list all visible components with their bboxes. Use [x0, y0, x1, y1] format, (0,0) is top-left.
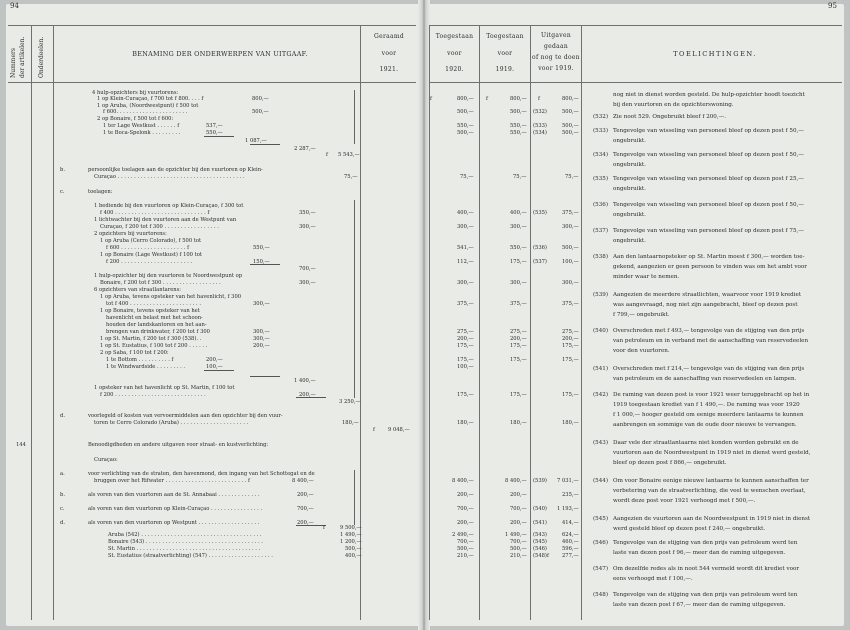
amount-cell: (545) — [533, 539, 547, 545]
table-line-text: 200,— — [206, 357, 223, 363]
amount-cell: 200,— — [510, 520, 527, 526]
amount-cell: 500,— — [562, 245, 579, 251]
note-number: (534) — [593, 152, 609, 158]
table-line-text: 1 lichtwachter bij den vuurtoren aan de Westpunt van — [94, 217, 237, 223]
header-bottom-rule-right — [430, 82, 842, 83]
table-line-text: voor verlichting van de straten, den havenmond, den ingang van het Schottegat en de — [88, 471, 315, 477]
amount-cell: 414,— — [562, 520, 579, 526]
amount-cell: 550,— — [510, 130, 527, 136]
table-line-text: f 400 . . . . . . . . . . . . . . . . . . . . . . . . . . . . f — [100, 210, 210, 216]
table-line-text: Bonaire, f 200 tot f 300 . . . . . . . . . . . . . . . . . . — [100, 280, 221, 286]
amount-cell: 500,— — [562, 130, 579, 136]
table-line-text: 1 op Aruba, (Noordwestpunt) f 500 tot — [97, 103, 199, 109]
amount-cell: 75,— — [460, 174, 474, 180]
table-line-text: 300,— — [299, 280, 316, 286]
column-rule — [581, 25, 582, 620]
amount-cell: 400,— — [510, 210, 527, 216]
table-line-text: St. Eustatius (straatverlichting) (547) . . . . . . . . . . . . . . . . . . . . — [108, 553, 273, 559]
table-line-text: 200,— — [253, 343, 270, 349]
table-line-text: Curaçao, f 200 tot f 300 . . . . . . . . . . . . . . . . . — [100, 224, 219, 230]
note-text: Om dezelfde redes als in noot 544 vermeld wordt dit krediet voor — [613, 566, 800, 572]
table-line-text: 1 opsteker van het havenlicht op St. Martin, f 100 tot — [94, 385, 235, 391]
amount-cell: f — [430, 96, 432, 102]
table-line-text: 1 ter Lage Westkust . . . . . . f — [103, 123, 180, 129]
brace-mark — [354, 470, 355, 525]
table-line-text: als voren van den vuurtoren aan de St. Annabaai . . . . . . . . . . . . . — [88, 492, 260, 498]
table-line-text: 1 200,— — [340, 539, 362, 545]
table-line-text: 1 op Bonaire (Lage Westkust) f 100 tot — [100, 252, 202, 258]
note-text: voor den vuurtoren. — [613, 348, 670, 354]
table-line-text: persoonlijke toelagen aan de opzichter bij den vuurtoren op Klein- — [88, 167, 263, 173]
note-text: verbetering van de straatverlichting, die veel te wenschen overlaat, — [613, 488, 806, 494]
amount-cell: 541,— — [457, 245, 474, 251]
note-text: van petroleum en in verband met de aanschaffing van reservedeelen — [613, 338, 809, 344]
note-text: bleef op dezen post f 866,— ongebruikt. — [613, 460, 727, 466]
note-number: (533) — [593, 128, 609, 134]
amount-cell: 175,— — [510, 343, 527, 349]
note-text: Overschreden met f 493,— tengevolge van de stijging van den prijs — [613, 328, 805, 334]
note-text: bij den vuurtoren en de opzichterswoning. — [613, 102, 734, 108]
amount-cell: 8 400,— — [452, 478, 474, 484]
table-line-text: f 200 . . . . . . . . . . . . . . . . . . . . . . — [106, 259, 193, 265]
note-text: Om voor Bonaire eenige nieuwe lantaarns te kunnen aanschaffen ter — [613, 478, 809, 484]
note-text: Tengevolge van de stijging van den prijs van petroleum werd ten — [613, 592, 798, 598]
table-line-text: voorlegeld of kosten van vervoermiddelen aan den opzichter bij den vuur- — [88, 413, 283, 419]
table-line-text: 300,— — [253, 336, 270, 342]
header-geraamd-1: Geraamd — [374, 33, 404, 40]
table-line-text: 1 400,— — [294, 378, 316, 384]
amount-cell: 500,— — [562, 109, 579, 115]
note-text: aanbrengen en sommige van de oude door nieuwe te vervangen. — [613, 422, 797, 428]
amount-cell: 1 490,— — [505, 532, 527, 538]
note-text: 1919 toegestaan krediet van f 1 490,—. De raming was voor 1920 — [613, 402, 800, 408]
amount-cell: f — [538, 96, 540, 102]
amount-cell: 300,— — [510, 280, 527, 286]
header-toelichtingen: TOELICHTINGEN. — [673, 50, 757, 58]
amount-cell: 200,— — [510, 492, 527, 498]
column-rule — [530, 25, 531, 620]
amount-cell: 500,— — [562, 123, 579, 129]
note-number: (546) — [593, 540, 609, 546]
row-marker: b. — [60, 167, 65, 173]
amount-cell: (541) — [533, 520, 547, 526]
header-benaming: BENAMING DER ONDERWERPEN VAN UITGAAF. — [132, 50, 308, 58]
amount-cell: 800,— — [457, 96, 474, 102]
table-line-text: havenlicht en belast met het schoon- — [106, 315, 203, 321]
row-marker: d. — [60, 520, 65, 526]
page-number-right: 95 — [828, 2, 837, 10]
amount-cell: (535) — [533, 210, 547, 216]
note-text: ongebruikt. — [613, 138, 646, 144]
table-line-text: 1 087,— — [245, 138, 267, 144]
note-text: gekend, aangezien er geen persoon te vinden was om het ambt voor — [613, 264, 807, 270]
table-line-text: 1 op St. Martin, f 200 tot f 300 (538). . — [100, 336, 202, 342]
note-number: (536) — [593, 202, 609, 208]
amount-cell: 300,— — [562, 280, 579, 286]
header-onderdeelen: Onderdeelen. — [38, 36, 45, 78]
table-line-text: 2 287,— — [294, 146, 316, 152]
amount-cell: 175,— — [457, 343, 474, 349]
amount-cell: 550,— — [510, 123, 527, 129]
amount-cell: 375,— — [510, 301, 527, 307]
note-text: Aangezien de vuurtoren aan de Noordwestpunt in 1919 niet in dienst — [613, 516, 811, 522]
amount-cell: 200,— — [510, 336, 527, 342]
header-toegestaan-1919-3: 1919. — [495, 66, 515, 73]
note-text: werd gesteld bleef op dezen post f 240,— ongebruikt. — [613, 526, 766, 532]
note-number: (538) — [593, 254, 609, 260]
note-number: (548) — [593, 592, 609, 598]
table-line-text: brengen van drinkwater, f 200 tot f 300 — [106, 329, 210, 335]
amount-cell: 235,— — [562, 492, 579, 498]
note-number: (542) — [593, 392, 609, 398]
table-line-text: 1 te Bottom . . . . . . . . . . f — [106, 357, 174, 363]
table-line-text: 2 op Saba, f 100 tot f 200: — [100, 350, 169, 356]
amount-cell: 180,— — [562, 420, 579, 426]
column-rule — [479, 25, 480, 620]
amount-cell: 75,— — [513, 174, 527, 180]
note-text: Overschreden met f 214,— tengevolge van de stijging van den prijs — [613, 366, 805, 372]
table-line-text: 700,— — [299, 266, 316, 272]
amount-cell: 210,— — [457, 553, 474, 559]
table-line-text: Curaçao: — [94, 457, 118, 463]
table-line-text: f 600 . . . . . . . . . . . . . . . . . . . . f — [106, 245, 189, 251]
note-text: laste van dezen post f 96,— meer dan de raming uitgegeven. — [613, 550, 786, 556]
table-line-text: 550,— — [206, 130, 223, 136]
amount-cell: 550,— — [457, 123, 474, 129]
amount-cell: 175,— — [457, 357, 474, 363]
table-line-text: 1 te Windwardside . . . . . . . . . — [106, 364, 186, 370]
header-nummers: Nummers — [10, 48, 17, 78]
note-text: wordt deze post voor 1921 verhoogd met f 500,—. — [613, 498, 756, 504]
amount-cell: 175,— — [562, 392, 579, 398]
header-geraamd-2: voor — [381, 50, 397, 57]
note-number: (545) — [593, 516, 609, 522]
row-marker: c. — [60, 506, 65, 512]
table-line-text: 1 hulp-opzichter bij den vuurtoren te Noordwestpunt op — [94, 273, 243, 279]
header-top-rule-right — [430, 25, 842, 26]
note-text: was aangevraagd, nog niet zijn aangebracht, bleef op dezen post — [613, 302, 798, 308]
amount-cell: (532) — [533, 109, 547, 115]
table-line-text: 1 bediende bij den vuurtoren op Klein-Curaçao, f 300 tot — [94, 203, 244, 209]
header-top-rule-left — [8, 25, 416, 26]
table-line-text: Aruba (542) . . . . . . . . . . . . . . . . . . . . . . . . . . . . . . . . . . . . . — [108, 532, 262, 538]
amount-cell: 700,— — [510, 539, 527, 545]
column-rule — [429, 25, 430, 620]
note-number: (532) — [593, 114, 609, 120]
note-number: (539) — [593, 292, 609, 298]
table-line-text: toren te Cerro Colorado (Aruba) . . . . . . . . . . . . . . . . . . . . . — [94, 420, 249, 426]
amount-cell: 800,— — [562, 96, 579, 102]
note-text: eens verhoogd met f 100,—. — [613, 576, 693, 582]
header-bottom-rule-left — [8, 82, 416, 83]
note-text: f 1 000,— hooger gesteld om eenige meerdere lantaarns te kunnen — [613, 412, 804, 418]
note-text: f 799,— ongebruikt. — [613, 312, 670, 318]
header-uitgaven-1: Uitgaven — [540, 32, 571, 39]
page-number-left: 94 — [10, 2, 19, 10]
note-text: Zie noot 529. Ongebruikt bleef f 200,—. — [613, 114, 727, 120]
amount-cell: 7 031,— — [557, 478, 579, 484]
amount-cell: 500,— — [457, 109, 474, 115]
row-marker: b. — [60, 492, 65, 498]
header-toegestaan-1920-2: voor — [447, 50, 462, 57]
amount-cell: 175,— — [457, 392, 474, 398]
note-text: Tengevolge van wisseling van personeel bleef op dezen post f 50,— — [613, 128, 804, 134]
header-toegestaan-1920-1: Toegestaan — [435, 33, 474, 40]
amount-cell: 100,— — [562, 259, 579, 265]
amount-cell: 75,— — [565, 174, 579, 180]
note-text: Tengevolge van wisseling van personeel bleef op dezen post f 50,— — [613, 202, 804, 208]
amount-cell: 375,— — [457, 301, 474, 307]
amount-cell: 700,— — [457, 539, 474, 545]
amount-cell: 210,— — [510, 553, 527, 559]
table-line-text: 300,— — [253, 301, 270, 307]
table-line-text: 350,— — [299, 210, 316, 216]
table-line-text: 537,— — [206, 123, 223, 129]
table-line-text: 300,— — [299, 224, 316, 230]
amount-cell: 8 400,— — [505, 478, 527, 484]
amount-cell: 460,— — [562, 539, 579, 545]
amount-cell: 300,— — [457, 280, 474, 286]
note-text: van petroleum en de aanschaffing van reservedeelen en lampen. — [613, 376, 797, 382]
amount-cell: 550,— — [510, 245, 527, 251]
amount-cell: 375,— — [562, 210, 579, 216]
note-text: ongebruikt. — [613, 238, 646, 244]
amount-cell: 275,— — [457, 329, 474, 335]
header-der-artikelen: der artikelen. — [19, 36, 26, 78]
amount-cell: (548)f — [533, 553, 549, 559]
note-number: (543) — [593, 440, 609, 446]
row-marker: d. — [60, 413, 65, 419]
amount-cell: 200,— — [457, 336, 474, 342]
table-line-text: 1 op Aruba (Cerro Colorado), f 500 tot — [100, 238, 202, 244]
amount-cell: f — [486, 96, 488, 102]
note-number: (547) — [593, 566, 609, 572]
table-line-text: 150,— — [253, 259, 270, 265]
table-line-text: Benoodigdheden en andere uitgaven voor straat- en kustverlichting: — [88, 442, 269, 448]
table-line-text: 180,— — [342, 420, 359, 426]
amount-cell: 1 193,— — [557, 506, 579, 512]
amount-cell: 180,— — [457, 420, 474, 426]
amount-cell: (533) — [533, 123, 547, 129]
amount-cell: 700,— — [510, 506, 527, 512]
amount-cell: (543) — [533, 532, 547, 538]
note-text: Tengevolge van de stijging van den prijs van petroleum werd ten — [613, 540, 798, 546]
table-line-text: 4 hulp-opzichters bij vuurtorens: — [92, 90, 179, 96]
subtotal-rule — [250, 376, 280, 377]
table-line-text: 550,— — [253, 245, 270, 251]
amount-cell: (536) — [533, 245, 547, 251]
table-line-text: f — [323, 525, 325, 531]
table-line-text: f 600. . . . . . . . . . . . . . . . . . . . . . — [103, 109, 188, 115]
amount-cell: (537) — [533, 259, 547, 265]
table-line-text: als voren van den vuurtoren op Westpunt . . . . . . . . . . . . . . . . . . . — [88, 520, 260, 526]
table-line-text: Bonaire (543) . . . . . . . . . . . . . . . . . . . . . . . . . . . . . . . . . . . . — [108, 539, 263, 545]
note-text: ongebruikt. — [613, 186, 646, 192]
table-line-text: 400,— — [345, 553, 362, 559]
amount-cell: 375,— — [562, 301, 579, 307]
table-line-text: 5 543,— — [338, 152, 360, 158]
amount-cell: 500,— — [457, 130, 474, 136]
amount-cell: 300,— — [457, 224, 474, 230]
amount-cell: 275,— — [562, 329, 579, 335]
table-line-text: 200,— — [297, 492, 314, 498]
amount-cell: 300,— — [562, 224, 579, 230]
amount-cell: 500,— — [457, 546, 474, 552]
table-line-text: 300,— — [253, 329, 270, 335]
table-line-text: 200,— — [297, 520, 314, 526]
amount-cell: 624,— — [562, 532, 579, 538]
table-line-text: 100,— — [206, 364, 223, 370]
table-line-text: 2 op Bonaire, f 500 tot f 600: — [97, 116, 174, 122]
note-number: (541) — [593, 366, 609, 372]
table-line-text: f 200 . . . . . . . . . . . . . . . . . . . . . . . . . . . . — [100, 392, 206, 398]
amount-cell: (546) — [533, 546, 547, 552]
note-text: nog niet in dienst worden gesteld. De hulp-opzichter hoodt toezicht — [613, 92, 805, 98]
amount-cell: 175,— — [510, 392, 527, 398]
amount-cell: 500,— — [510, 109, 527, 115]
amount-cell: 175,— — [510, 259, 527, 265]
note-text: Tengevolge van wisseling van personeel bleef op dezen post f 50,— — [613, 152, 804, 158]
table-line-text: houden der landskantoren en het aan- — [106, 322, 207, 328]
note-text: ongebruikt. — [613, 212, 646, 218]
header-uitgaven-2: gedaan — [543, 43, 569, 50]
table-line-text: 75,— — [344, 174, 358, 180]
amount-cell: 200,— — [457, 492, 474, 498]
amount-cell: 275,— — [510, 329, 527, 335]
amount-cell: 500,— — [510, 546, 527, 552]
note-text: ongebruikt. — [613, 162, 646, 168]
table-line-text: 9 048,— — [388, 427, 410, 433]
table-line-text: 800,— — [252, 96, 269, 102]
table-line-text: 1 op Aruba, tevens opsteker van het havenlicht, f 300 — [100, 294, 242, 300]
header-toegestaan-1919-2: voor — [497, 50, 513, 57]
amount-cell: 700,— — [457, 506, 474, 512]
amount-cell: 596,— — [562, 546, 579, 552]
amount-cell: 800,— — [510, 96, 527, 102]
note-text: Tengevolge van wisseling van personeel bleef op dezen post f 75,— — [613, 228, 804, 234]
amount-cell: 100,— — [457, 364, 474, 370]
table-line-text: 1 op Klein-Curaçao, f 700 tot f 800. . . . f — [97, 96, 204, 102]
note-number: (540) — [593, 328, 609, 334]
amount-cell: 200,— — [562, 336, 579, 342]
amount-cell: (534) — [533, 130, 547, 136]
table-line-text: toelagen: — [88, 189, 113, 195]
table-line-text: 1 op Bonaire, tevens opsteker van het — [100, 308, 200, 314]
amount-cell: 180,— — [510, 420, 527, 426]
amount-cell: 300,— — [510, 224, 527, 230]
table-line-text: als voren van den vuurtoren op Klein-Curaçao . . . . . . . . . . . . . . . . — [88, 506, 263, 512]
table-line-text: 700,— — [297, 506, 314, 512]
column-rule — [53, 25, 54, 620]
note-text: Aangezien de meerdere straatlichten, waarvoor voor 1919 krediet — [613, 292, 802, 298]
note-number: (544) — [593, 478, 609, 484]
table-line-text: f — [326, 152, 328, 158]
table-line-text: 9 500,— — [340, 525, 362, 531]
note-text: laste van dezen post f 67,— meer dan de raming uitgegeven. — [613, 602, 786, 608]
table-line-text: St. Martin . . . . . . . . . . . . . . . . . . . . . . . . . . . . . . . . . . . . . . — [108, 546, 261, 552]
header-uitgaven-3: of nog te doen — [532, 54, 580, 61]
amount-cell: 277,— — [562, 553, 579, 559]
amount-cell: 400,— — [457, 210, 474, 216]
amount-cell: 2 490,— — [452, 532, 474, 538]
row-marker: a. — [60, 471, 65, 477]
brace-mark — [354, 200, 355, 398]
amount-cell: 200,— — [457, 520, 474, 526]
amount-cell: 175,— — [562, 343, 579, 349]
header-toegestaan-1919-1: Toegestaan — [486, 33, 524, 40]
table-line-text: 3 250,— — [339, 399, 361, 405]
table-line-text: 1 op St. Eustatius, f 100 tot f 200 . . . . . . — [100, 343, 208, 349]
table-line-text: 1 te Boca-Spelonk . . . . . . . . . — [103, 130, 181, 136]
table-line-text: 2 opzichters bij vuurtorens: — [94, 231, 167, 237]
header-toegestaan-1920-3: 1920. — [445, 66, 464, 73]
amount-cell: 175,— — [562, 357, 579, 363]
subtotal-rule — [204, 370, 234, 371]
note-number: (535) — [593, 176, 609, 182]
table-line-text: 200,— — [299, 392, 316, 398]
note-text: Daar vele der straatlantaarns niet konden worden gebruikt en de — [613, 440, 799, 446]
row-marker: c. — [60, 189, 65, 195]
note-text: Tengevolge van wisseling van personeel bleef op dezen post f 25,— — [613, 176, 804, 182]
header-uitgaven-4: voor 1919. — [538, 65, 574, 72]
table-line-text: 8 400,— — [292, 478, 314, 484]
table-line-text: 500,— — [252, 109, 269, 115]
note-text: minder waar te nemen. — [613, 274, 680, 280]
table-line-text: 6 opzichters van straatlantarens: — [94, 287, 182, 293]
note-text: vuurtoren aan de Noordwestpunt in 1919 niet in dienst werd gesteld, — [613, 450, 811, 456]
table-line-text: f — [373, 427, 375, 433]
table-line-text: tot f 400 . . . . . . . . . . . . . . . . . . . . . . — [106, 301, 201, 307]
table-line-text: 500,— — [345, 546, 362, 552]
note-text: Aan den lantaarnopsteker op St. Martin moest f 300,— worden toe- — [613, 254, 805, 260]
amount-cell: 175,— — [510, 357, 527, 363]
amount-cell: 112,— — [457, 259, 474, 265]
table-line-text: 1 490,— — [340, 532, 362, 538]
amount-cell: (539) — [533, 478, 547, 484]
subtotal-rule — [250, 144, 280, 145]
brace-mark — [354, 90, 355, 144]
note-text: De raming van dezen post is voor 1921 weer teruggebracht op het in — [613, 392, 810, 398]
note-number: (537) — [593, 228, 609, 234]
table-line-text: bruggen over het Rifwater . . . . . . . . . . . . . . . . . . . . . . . . . f — [94, 478, 250, 484]
amount-cell: (540) — [533, 506, 547, 512]
table-line-text: Curaçao . . . . . . . . . . . . . . . . . . . . . . . . . . . . . . . . . . . . . . . — [94, 174, 245, 180]
subtotal-rule — [204, 136, 234, 137]
column-rule — [31, 25, 32, 620]
row-marker: 144 — [16, 442, 26, 448]
header-geraamd-3: 1921. — [379, 66, 399, 73]
